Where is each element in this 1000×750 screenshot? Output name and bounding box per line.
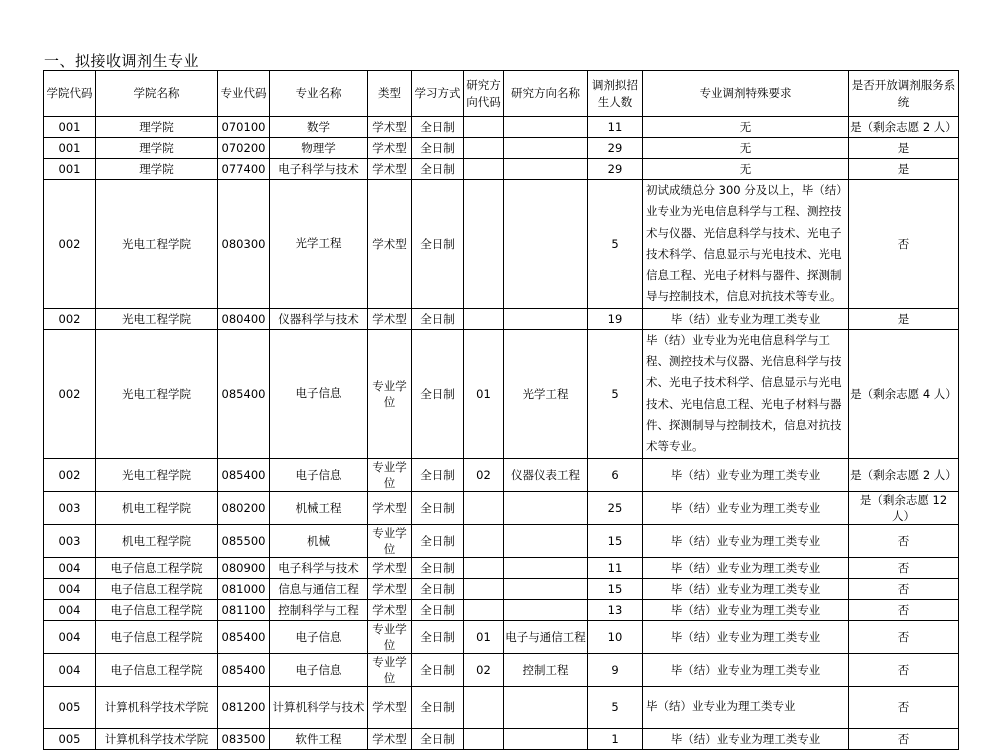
table-row <box>44 308 959 329</box>
cell-major-name: 电子信息 <box>270 329 368 458</box>
cell-college-name: 电子信息工程学院 <box>96 578 218 599</box>
cell-major-code: 070100 <box>218 117 270 138</box>
cell-quota: 11 <box>588 557 643 578</box>
table-row <box>44 653 959 686</box>
cell-college-code: 002 <box>44 458 96 491</box>
cell-open-system: 否 <box>849 557 959 578</box>
cell-direction-code <box>464 599 504 620</box>
cell-major-name: 数学 <box>270 117 368 138</box>
cell-quota: 5 <box>588 686 643 728</box>
cell-direction-name <box>504 578 588 599</box>
cell-college-name: 光电工程学院 <box>96 329 218 458</box>
cell-direction-name <box>504 308 588 329</box>
cell-college-name: 电子信息工程学院 <box>96 620 218 653</box>
cell-direction-name <box>504 524 588 557</box>
cell-college-code: 003 <box>44 491 96 524</box>
header-direction-name: 研究方向名称 <box>504 71 588 117</box>
cell-major-code: 080300 <box>218 180 270 309</box>
cell-quota: 25 <box>588 491 643 524</box>
table-row <box>44 557 959 578</box>
header-type: 类型 <box>368 71 412 117</box>
table-row <box>44 117 959 138</box>
cell-major-code: 085400 <box>218 458 270 491</box>
cell-type: 专业学位 <box>368 329 412 458</box>
table-row <box>44 728 959 749</box>
cell-direction-code: 02 <box>464 653 504 686</box>
table-row <box>44 329 959 458</box>
cell-direction-name: 控制工程 <box>504 653 588 686</box>
cell-direction-name: 仪器仪表工程 <box>504 458 588 491</box>
cell-type: 学术型 <box>368 599 412 620</box>
cell-open-system: 否 <box>849 578 959 599</box>
header-study-mode: 学习方式 <box>412 71 464 117</box>
cell-direction-name <box>504 599 588 620</box>
cell-major-code: 081000 <box>218 578 270 599</box>
cell-major-code: 070200 <box>218 138 270 159</box>
cell-major-name: 电子科学与技术 <box>270 557 368 578</box>
header-open-system: 是否开放调剂服务系统 <box>849 71 959 117</box>
header-major-name: 专业名称 <box>270 71 368 117</box>
cell-college-code: 004 <box>44 620 96 653</box>
cell-direction-code <box>464 117 504 138</box>
cell-direction-name <box>504 557 588 578</box>
cell-college-name: 理学院 <box>96 138 218 159</box>
cell-requirements: 无 <box>643 117 849 138</box>
cell-major-name: 电子信息 <box>270 458 368 491</box>
cell-direction-name <box>504 159 588 180</box>
cell-major-name: 仪器科学与技术 <box>270 308 368 329</box>
cell-quota: 1 <box>588 728 643 749</box>
cell-requirements: 毕（结）业专业为理工类专业 <box>643 491 849 524</box>
cell-direction-code: 01 <box>464 329 504 458</box>
cell-open-system: 否 <box>849 728 959 749</box>
cell-requirements: 毕（结）业专业为理工类专业 <box>643 599 849 620</box>
cell-type: 学术型 <box>368 159 412 180</box>
cell-open-system: 否 <box>849 620 959 653</box>
cell-quota: 5 <box>588 180 643 309</box>
cell-major-name: 电子科学与技术 <box>270 159 368 180</box>
cell-open-system: 否 <box>849 180 959 309</box>
cell-requirements: 毕（结）业专业为理工类专业 <box>643 308 849 329</box>
cell-college-code: 004 <box>44 578 96 599</box>
cell-college-code: 005 <box>44 686 96 728</box>
cell-direction-code <box>464 138 504 159</box>
cell-major-name: 机械工程 <box>270 491 368 524</box>
cell-requirements: 毕（结）业专业为光电信息科学与工程、测控技术与仪器、光信息科学与技术、光电子技术科学、信息显示与光电技术、光电信息工程、光电子材料与器件、探测制导与控制技术，信息对抗技术等专业。 <box>643 329 849 458</box>
cell-college-name: 机电工程学院 <box>96 524 218 557</box>
cell-college-name: 电子信息工程学院 <box>96 653 218 686</box>
cell-open-system: 是 <box>849 159 959 180</box>
cell-direction-code <box>464 578 504 599</box>
header-quota: 调剂拟招生人数 <box>588 71 643 117</box>
cell-college-code: 001 <box>44 117 96 138</box>
cell-major-code: 080400 <box>218 308 270 329</box>
cell-quota: 6 <box>588 458 643 491</box>
cell-study-mode: 全日制 <box>412 180 464 309</box>
cell-quota: 9 <box>588 653 643 686</box>
cell-open-system: 否 <box>849 524 959 557</box>
cell-direction-code <box>464 491 504 524</box>
cell-major-name: 信息与通信工程 <box>270 578 368 599</box>
cell-requirements: 毕（结）业专业为理工类专业 <box>643 620 849 653</box>
cell-type: 专业学位 <box>368 458 412 491</box>
cell-quota: 15 <box>588 578 643 599</box>
cell-major-code: 085400 <box>218 620 270 653</box>
cell-type: 学术型 <box>368 491 412 524</box>
cell-type: 专业学位 <box>368 524 412 557</box>
cell-direction-name <box>504 728 588 749</box>
cell-direction-code <box>464 686 504 728</box>
adjustment-majors-table <box>43 70 959 750</box>
cell-college-code: 004 <box>44 599 96 620</box>
cell-major-code: 085500 <box>218 524 270 557</box>
cell-study-mode: 全日制 <box>412 329 464 458</box>
cell-open-system: 是（剩余志愿 2 人） <box>849 117 959 138</box>
cell-quota: 11 <box>588 117 643 138</box>
cell-study-mode: 全日制 <box>412 578 464 599</box>
cell-college-code: 005 <box>44 728 96 749</box>
cell-major-code: 080200 <box>218 491 270 524</box>
cell-study-mode: 全日制 <box>412 491 464 524</box>
header-requirements: 专业调剂特殊要求 <box>643 71 849 117</box>
cell-college-name: 光电工程学院 <box>96 308 218 329</box>
cell-study-mode: 全日制 <box>412 728 464 749</box>
cell-type: 学术型 <box>368 578 412 599</box>
cell-type: 专业学位 <box>368 620 412 653</box>
table-row <box>44 599 959 620</box>
table-row <box>44 686 959 728</box>
cell-college-name: 电子信息工程学院 <box>96 599 218 620</box>
cell-study-mode: 全日制 <box>412 686 464 728</box>
cell-major-name: 软件工程 <box>270 728 368 749</box>
cell-direction-code: 02 <box>464 458 504 491</box>
cell-college-name: 理学院 <box>96 117 218 138</box>
cell-requirements: 毕（结）业专业为理工类专业 <box>643 557 849 578</box>
cell-direction-code: 01 <box>464 620 504 653</box>
cell-major-name: 计算机科学与技术 <box>270 686 368 728</box>
cell-requirements: 毕（结）业专业为理工类专业 <box>643 524 849 557</box>
cell-open-system: 否 <box>849 686 959 728</box>
cell-open-system: 是 <box>849 308 959 329</box>
cell-direction-name <box>504 686 588 728</box>
cell-major-code: 077400 <box>218 159 270 180</box>
cell-college-name: 光电工程学院 <box>96 458 218 491</box>
cell-type: 学术型 <box>368 686 412 728</box>
cell-quota: 29 <box>588 138 643 159</box>
table-row <box>44 578 959 599</box>
cell-major-name: 电子信息 <box>270 620 368 653</box>
cell-requirements: 初试成绩总分 300 分及以上，毕（结）业专业为光电信息科学与工程、测控技术与仪器、光信息科学与技术、光电子技术科学、信息显示与光电技术、光电信息工程、光电子材料与器件、探测制导与控制技术，信息对抗技术等专业。 <box>643 180 849 309</box>
cell-open-system: 是（剩余志愿 4 人） <box>849 329 959 458</box>
cell-direction-code <box>464 728 504 749</box>
header-direction-code: 研究方向代码 <box>464 71 504 117</box>
cell-direction-code <box>464 308 504 329</box>
cell-type: 学术型 <box>368 557 412 578</box>
cell-type: 学术型 <box>368 138 412 159</box>
cell-major-code: 081200 <box>218 686 270 728</box>
cell-major-name: 机械 <box>270 524 368 557</box>
cell-study-mode: 全日制 <box>412 117 464 138</box>
cell-college-name: 理学院 <box>96 159 218 180</box>
cell-requirements: 毕（结）业专业为理工类专业 <box>643 653 849 686</box>
cell-type: 学术型 <box>368 728 412 749</box>
cell-type: 学术型 <box>368 180 412 309</box>
cell-college-code: 004 <box>44 557 96 578</box>
cell-direction-code <box>464 159 504 180</box>
cell-major-code: 083500 <box>218 728 270 749</box>
cell-direction-name <box>504 180 588 309</box>
cell-direction-name: 光学工程 <box>504 329 588 458</box>
header-major-code: 专业代码 <box>218 71 270 117</box>
table-header-row <box>44 71 959 117</box>
cell-study-mode: 全日制 <box>412 524 464 557</box>
cell-major-code: 085400 <box>218 653 270 686</box>
cell-major-code: 085400 <box>218 329 270 458</box>
cell-requirements: 毕（结）业专业为理工类专业 <box>643 578 849 599</box>
table-row <box>44 620 959 653</box>
cell-study-mode: 全日制 <box>412 159 464 180</box>
cell-major-name: 物理学 <box>270 138 368 159</box>
cell-quota: 15 <box>588 524 643 557</box>
cell-college-code: 001 <box>44 138 96 159</box>
cell-open-system: 是（剩余志愿 2 人） <box>849 458 959 491</box>
cell-quota: 5 <box>588 329 643 458</box>
cell-college-name: 电子信息工程学院 <box>96 557 218 578</box>
cell-major-code: 080900 <box>218 557 270 578</box>
cell-study-mode: 全日制 <box>412 138 464 159</box>
cell-study-mode: 全日制 <box>412 308 464 329</box>
table-row <box>44 524 959 557</box>
cell-college-name: 机电工程学院 <box>96 491 218 524</box>
cell-requirements: 毕（结）业专业为理工类专业 <box>643 686 849 728</box>
cell-study-mode: 全日制 <box>412 458 464 491</box>
cell-open-system: 否 <box>849 653 959 686</box>
cell-open-system: 是 <box>849 138 959 159</box>
cell-quota: 13 <box>588 599 643 620</box>
cell-type: 学术型 <box>368 117 412 138</box>
cell-direction-code <box>464 180 504 309</box>
section-heading: 一、拟接收调剂生专业 <box>44 52 200 70</box>
cell-requirements: 无 <box>643 159 849 180</box>
cell-direction-name <box>504 117 588 138</box>
cell-requirements: 毕（结）业专业为理工类专业 <box>643 728 849 749</box>
header-college-name: 学院名称 <box>96 71 218 117</box>
cell-open-system: 是（剩余志愿 12 人） <box>849 491 959 524</box>
cell-study-mode: 全日制 <box>412 557 464 578</box>
table-row <box>44 491 959 524</box>
cell-quota: 10 <box>588 620 643 653</box>
cell-direction-name <box>504 491 588 524</box>
cell-requirements: 无 <box>643 138 849 159</box>
cell-college-code: 002 <box>44 180 96 309</box>
cell-requirements: 毕（结）业专业为理工类专业 <box>643 458 849 491</box>
cell-type: 专业学位 <box>368 653 412 686</box>
cell-college-code: 002 <box>44 308 96 329</box>
table-row <box>44 159 959 180</box>
table-row <box>44 180 959 309</box>
cell-open-system: 否 <box>849 599 959 620</box>
cell-college-code: 003 <box>44 524 96 557</box>
cell-college-code: 004 <box>44 653 96 686</box>
cell-study-mode: 全日制 <box>412 620 464 653</box>
cell-college-name: 计算机科学技术学院 <box>96 728 218 749</box>
table-row <box>44 138 959 159</box>
cell-direction-code <box>464 524 504 557</box>
cell-major-name: 控制科学与工程 <box>270 599 368 620</box>
cell-quota: 19 <box>588 308 643 329</box>
cell-college-name: 光电工程学院 <box>96 180 218 309</box>
table-row <box>44 458 959 491</box>
cell-study-mode: 全日制 <box>412 653 464 686</box>
cell-major-name: 光学工程 <box>270 180 368 309</box>
cell-college-name: 计算机科学技术学院 <box>96 686 218 728</box>
cell-major-code: 081100 <box>218 599 270 620</box>
cell-type: 学术型 <box>368 308 412 329</box>
cell-major-name: 电子信息 <box>270 653 368 686</box>
cell-direction-name: 电子与通信工程 <box>504 620 588 653</box>
cell-study-mode: 全日制 <box>412 599 464 620</box>
cell-quota: 29 <box>588 159 643 180</box>
cell-direction-name <box>504 138 588 159</box>
cell-college-code: 002 <box>44 329 96 458</box>
cell-college-code: 001 <box>44 159 96 180</box>
cell-direction-code <box>464 557 504 578</box>
header-college-code: 学院代码 <box>44 71 96 117</box>
